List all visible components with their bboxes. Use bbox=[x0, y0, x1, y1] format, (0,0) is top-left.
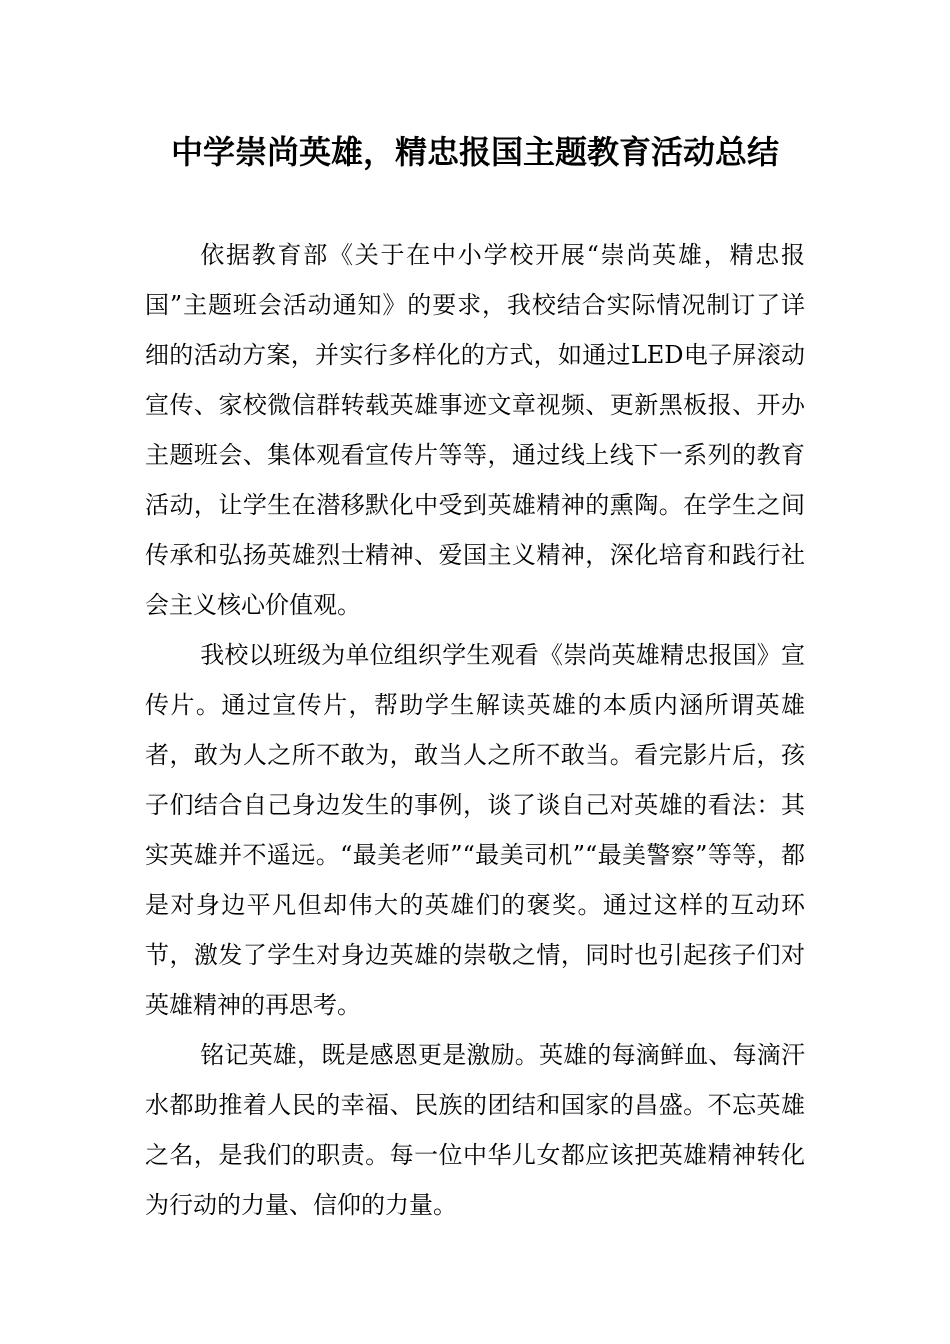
paragraph-1: 依据教育部《关于在中小学校开展“崇尚英雄，精忠报国”主题班会活动通知》的要求，我校结合实际情况制订了详细的活动方案，并实行多样化的方式，如通过LED电子屏滚动宣传、家校微信群转载英雄事迹文章视频、更新黑板报、开办主题班会、集体观看宣传片等等，通过线上线下一系列的教育活动，让学生在潜移默化中受到英雄精神的熏陶。在学生之间传承和弘扬英雄烈士精神、爱国主义精神，深化培育和践行社会主义核心价值观。 bbox=[145, 241, 805, 619]
document-body bbox=[145, 230, 805, 1230]
paragraph-2: 我校以班级为单位组织学生观看《崇尚英雄精忠报国》宣传片。通过宣传片，帮助学生解读英雄的本质内涵所谓英雄者，敢为人之所不敢为，敢当人之所不敢当。看完影片后，孩子们结合自己身边发生的事例，谈了谈自己对英雄的看法：其实英雄并不遥远。“最美老师”“最美司机”“最美警察”等等，都是对身边平凡但却伟大的英雄们的褒奖。通过这样的互动环节，激发了学生对身边英雄的崇敬之情，同时也引起孩子们对英雄精神的再思考。 bbox=[145, 641, 805, 1019]
document-title: 中学崇尚英雄，精忠报国主题教育活动总结 bbox=[170, 133, 779, 171]
paragraph-3: 铭记英雄，既是感恩更是激励。英雄的每滴鲜血、每滴汗水都助推着人民的幸福、民族的团结和国家的昌盛。不忘英雄之名，是我们的职责。每一位中华儿女都应该把英雄精神转化为行动的力量、信仰的力量。 bbox=[145, 1041, 805, 1219]
